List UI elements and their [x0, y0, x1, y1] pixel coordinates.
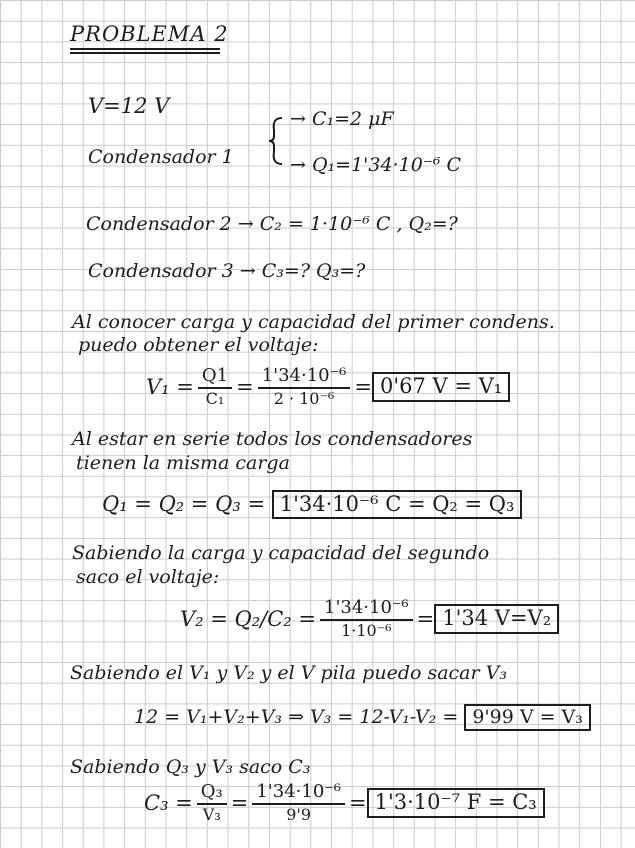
- title-underline: [70, 48, 220, 50]
- fraction-q1-c1: [198, 366, 232, 408]
- fraction-denominator: 2 · 10⁻⁶: [273, 388, 335, 408]
- text-line-3b: saco el voltaje:: [76, 566, 220, 588]
- result-box-v1: 0'67 V = V₁: [372, 372, 510, 401]
- fraction-numerator: Q₃: [197, 782, 227, 805]
- capacitor1-capacitance-text: C₁=2 μF: [311, 108, 394, 130]
- result-box-v3: 9'99 V = V₃: [464, 704, 591, 731]
- fraction-numerator: 1'34·10⁻⁶: [252, 782, 345, 805]
- result-box-charge: 1'34·10⁻⁶ C = Q₂ = Q₃: [272, 490, 523, 519]
- capacitor2-line: Condensador 2 → C₂ = 1·10⁻⁶ C , Q₂=?: [86, 213, 458, 235]
- title-block: [70, 22, 229, 54]
- equation-v3-lhs: 12 = V₁+V₂+V₃ ⇒ V₃ = 12-V₁-V₂ =: [134, 706, 459, 728]
- equation-v1-lhs: V₁ =: [146, 374, 194, 399]
- fraction-values: [320, 598, 413, 640]
- text-line-1a: Al conocer carga y capacidad del primer condens.: [72, 311, 555, 333]
- capacitor1-label: Condensador 1: [88, 146, 234, 168]
- text-line-3a: Sabiendo la carga y capacidad del segundo: [72, 542, 490, 564]
- equation-v1: V₁ = $\frac{Q1}{\text{C₁}}$ = $\frac{\text{1'34·10⁻⁶}}{\text{2 · 10⁻⁶}}$ = 0'67 V = V₁: [146, 366, 510, 408]
- text-line-2a: Al estar en serie todos los condensadores: [72, 428, 473, 450]
- result-box-v2: 1'34 V=V₂: [434, 604, 559, 633]
- fraction-values: [252, 782, 345, 824]
- capacitor1-capacitance: → C₁=2 μF: [290, 108, 394, 130]
- equation-v2-lhs: V₂ = Q₂/C₂ =: [180, 606, 316, 631]
- page-title: PROBLEMA 2: [70, 22, 229, 46]
- equation-charges-lhs: Q₁ = Q₂ = Q₃ =: [102, 492, 266, 516]
- result-box-c3: 1'3·10⁻⁷ F = C₃: [367, 788, 545, 817]
- fraction-denominator: V₃: [202, 804, 221, 824]
- fraction-numerator: 1'34·10⁻⁶: [258, 366, 351, 389]
- equation-c3: C₃ = $\frac{\text{Q₃}}{\text{V₃}}$ = $\frac{\text{1'34·10⁻⁶}}{9'9}$ = 1'3·10⁻⁷ F = C₃: [144, 782, 545, 824]
- text-line-1b: puedo obtener el voltaje:: [78, 334, 319, 356]
- brace-icon: [268, 116, 286, 166]
- fraction-denominator: C₁: [205, 388, 225, 408]
- fraction-numerator: Q1: [198, 366, 232, 389]
- fraction-denominator: 1·10⁻⁶: [341, 620, 392, 640]
- capacitor3-line: Condensador 3 → C₃=? Q₃=?: [88, 260, 366, 282]
- capacitor1-charge-text: Q₁=1'34·10⁻⁶ C: [311, 154, 462, 176]
- equation-v3: [134, 704, 591, 731]
- fraction-values: [258, 366, 351, 408]
- fraction-denominator: 9'9: [286, 804, 312, 824]
- equation-v2: V₂ = Q₂/C₂ = $\frac{\text{1'34·10⁻⁶}}{\text{1·10⁻⁶}}$ = 1'34 V=V₂: [180, 598, 559, 640]
- text-line-5: Sabiendo Q₃ y V₃ saco C₃: [70, 756, 311, 778]
- fraction-q3-v3: [197, 782, 227, 824]
- title-underline-second: [70, 52, 220, 54]
- voltage-line: V=12 V: [88, 94, 170, 118]
- text-line-4: Sabiendo el V₁ y V₂ y el V pila puedo sacar V₃: [70, 662, 507, 684]
- text-line-2b: tienen la misma carga: [76, 452, 290, 474]
- equation-charges: [102, 490, 522, 519]
- capacitor1-charge: → Q₁=1'34·10⁻⁶ C: [290, 154, 462, 176]
- equation-c3-lhs: C₃ =: [144, 790, 193, 815]
- fraction-numerator: 1'34·10⁻⁶: [320, 598, 413, 621]
